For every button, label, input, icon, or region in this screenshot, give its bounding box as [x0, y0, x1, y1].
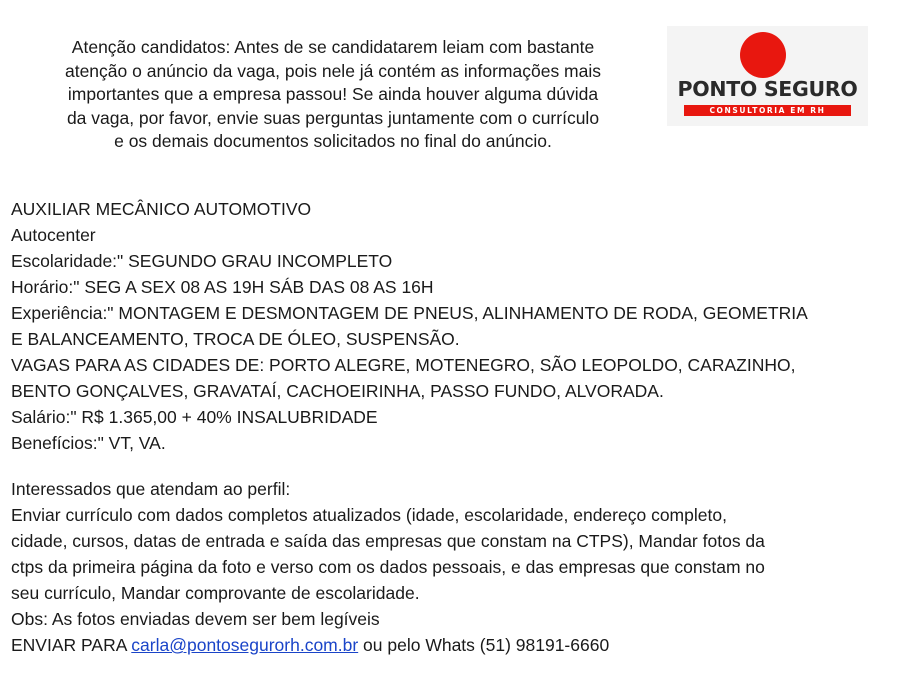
- job-posting: [11, 196, 896, 658]
- email-link[interactable]: carla@pontosegurorh.com.br: [131, 635, 359, 655]
- apply-instruction: seu currículo, Mandar comprovante de escolaridade.: [11, 583, 420, 603]
- job-cities: BENTO GONÇALVES, GRAVATAÍ, CACHOEIRINHA, PASSO FUNDO, ALVORADA.: [11, 381, 664, 401]
- sun-icon: [740, 32, 786, 78]
- send-prefix: ENVIAR PARA: [11, 635, 132, 655]
- job-experience: Experiência:" MONTAGEM E DESMONTAGEM DE PNEUS, ALINHAMENTO DE RODA, GEOMETRIA: [11, 303, 808, 323]
- whatsapp-contact: ou pelo Whats (51) 98191-6660: [358, 635, 610, 655]
- job-schedule: Horário:" SEG A SEX 08 AS 19H SÁB DAS 08 AS 16H: [11, 277, 434, 297]
- notice-line: atenção o anúncio da vaga, pois nele já contém as informações mais: [64, 60, 601, 81]
- apply-instruction: Enviar currículo com dados completos atualizados (idade, escolaridade, endereço completo,: [11, 505, 727, 525]
- apply-note: Obs: As fotos enviadas devem ser bem legíveis: [11, 609, 380, 629]
- company-logo: [667, 26, 868, 126]
- candidate-notice: [8, 36, 658, 154]
- logo-tagline: CONSULTORIA EM RH: [684, 105, 851, 116]
- job-title: AUXILIAR MECÂNICO AUTOMOTIVO: [11, 199, 312, 219]
- job-salary: Salário:" R$ 1.365,00 + 40% INSALUBRIDADE: [11, 407, 378, 427]
- job-education: Escolaridade:" SEGUNDO GRAU INCOMPLETO: [11, 251, 393, 271]
- notice-line: e os demais documentos solicitados no final do anúncio.: [114, 131, 552, 151]
- job-experience: E BALANCEAMENTO, TROCA DE ÓLEO, SUSPENSÃO.: [11, 329, 460, 349]
- apply-contact-line: [11, 632, 896, 658]
- job-cities: VAGAS PARA AS CIDADES DE: PORTO ALEGRE, MOTENEGRO, SÃO LEOPOLDO, CARAZINHO,: [11, 355, 796, 375]
- job-benefits: Benefícios:" VT, VA.: [11, 433, 166, 453]
- notice-line: importantes que a empresa passou! Se ainda houver alguma dúvida: [67, 84, 599, 104]
- notice-line: Atenção candidatos: Antes de se candidatarem leiam com bastante: [71, 37, 595, 57]
- notice-line: da vaga, por favor, envie suas perguntas juntamente com o currículo: [66, 107, 600, 128]
- job-company: Autocenter: [11, 225, 96, 245]
- logo-brand-name: PONTO SEGURO: [677, 77, 858, 101]
- apply-instruction: cidade, cursos, datas de entrada e saída das empresas que constam na CTPS), Mandar fotos da: [11, 531, 765, 551]
- apply-instruction: ctps da primeira página da foto e verso com os dados pessoais, e das empresas que constam no: [11, 557, 765, 577]
- apply-intro: Interessados que atendam ao perfil:: [11, 479, 291, 499]
